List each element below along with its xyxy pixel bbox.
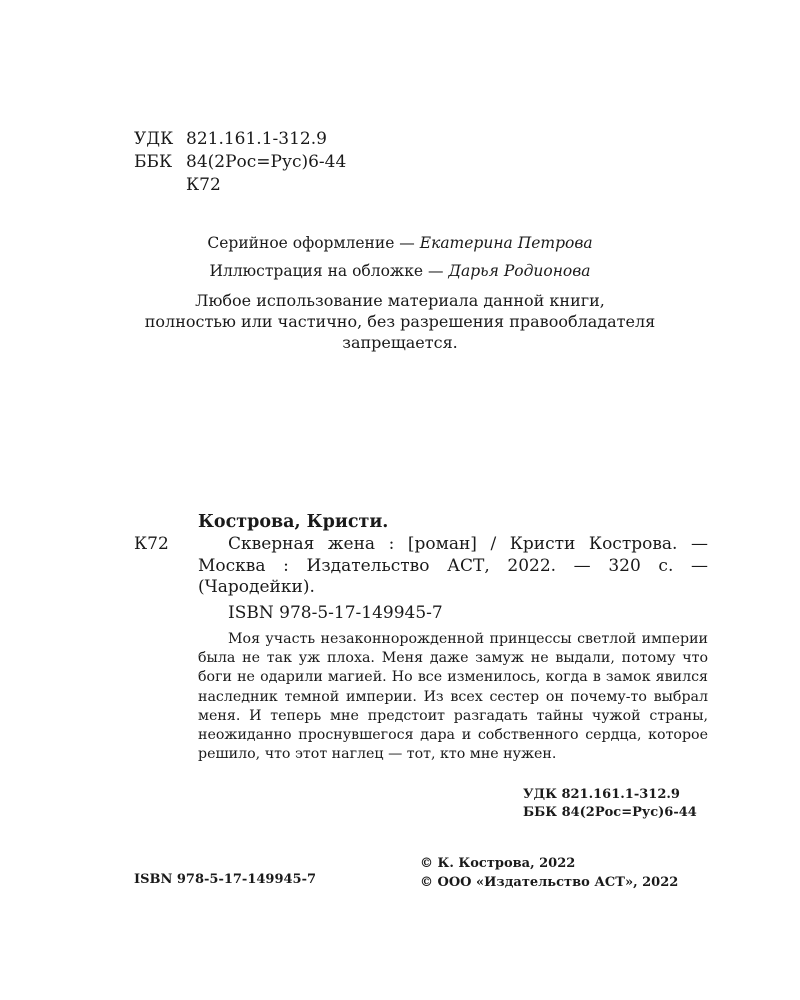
- copyright-author: © К. Кострова, 2022: [420, 856, 576, 871]
- bbk-label: ББК: [134, 152, 173, 172]
- class-codes: [523, 786, 697, 821]
- cover-illustration-credit: [0, 262, 800, 280]
- notice-line-3: запрещается.: [342, 333, 458, 352]
- annotation: Моя участь незаконнорожденной принцессы светлой империи была не так уж плоха. Меня даже замуж не выдали, потому что боги не одарили магией. Но все изменилось, когда в замок явился наследник темной империи. Из всех сестер он почему-то выбрал меня. И теперь мне предстоит разгадать тайны чужой страны, неожиданно проснувшегося дара и собственного сердца, которое решило, что этот наглец — тот, кто мне нужен.: [198, 631, 708, 763]
- series-person: Екатерина Петрова: [419, 234, 593, 252]
- bib-isbn: ISBN 978-5-17-149945-7: [228, 603, 443, 623]
- class-udk: УДК 821.161.1-312.9: [523, 787, 680, 802]
- udk-row: [134, 128, 346, 151]
- bib-description: Скверная жена : [роман] / Кристи Кострова. — Москва : Издательство АСТ, 2022. — 320 с. — (Чародейки).: [198, 534, 708, 597]
- classification-block: [134, 128, 346, 197]
- class-bbk: ББК 84(2Рос=Рус)6-44: [523, 804, 697, 820]
- copyright-block: [420, 854, 678, 892]
- bbk-row: [134, 151, 346, 174]
- notice-line-1: Любое использование материала данной книги,: [195, 291, 605, 310]
- bib-author: Кострова, Кристи.: [198, 512, 389, 532]
- udk-label: УДК: [134, 129, 174, 149]
- author-mark: К72: [186, 175, 221, 195]
- copyright-notice: [0, 290, 800, 353]
- series-design-credit: [0, 234, 800, 252]
- bbk-value: 84(2Рос=Рус)6-44: [186, 152, 347, 172]
- series-label: Серийное оформление —: [207, 234, 415, 252]
- notice-line-2: полностью или частично, без разрешения правообладателя: [144, 312, 656, 331]
- copyright-publisher: © ООО «Издательство АСТ», 2022: [420, 875, 679, 890]
- cover-person: Дарья Родионова: [448, 262, 591, 280]
- udk-value: 821.161.1-312.9: [186, 129, 327, 149]
- bib-code: К72: [134, 534, 169, 554]
- cover-label: Иллюстрация на обложке —: [209, 262, 444, 280]
- footer-isbn: ISBN 978-5-17-149945-7: [134, 872, 317, 887]
